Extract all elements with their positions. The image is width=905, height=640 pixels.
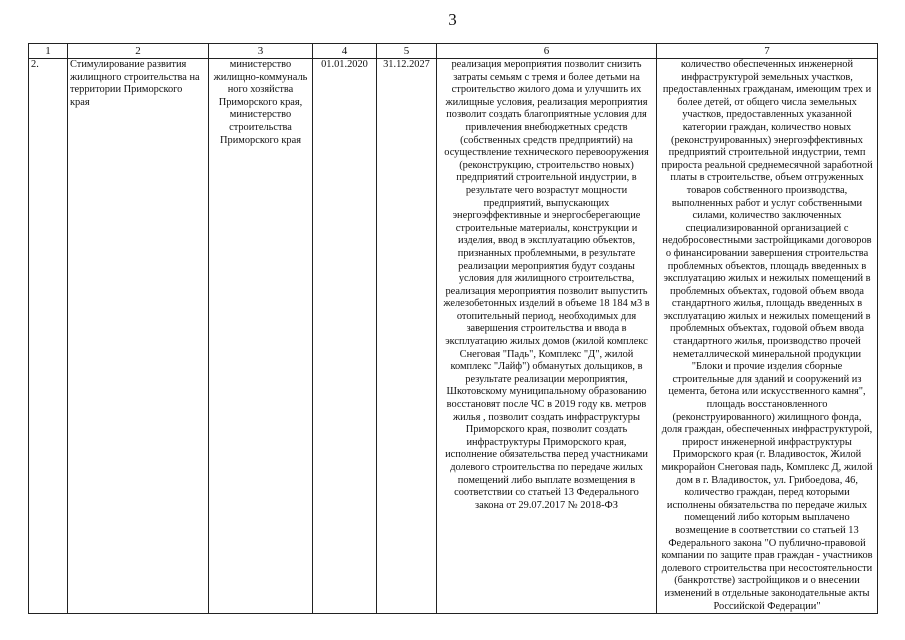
start-date: 01.01.2020: [321, 59, 368, 70]
header-col-5: 5: [377, 44, 437, 59]
header-col-2: 2: [68, 44, 209, 59]
end-date: 31.12.2027: [383, 59, 430, 70]
page-number: 3: [448, 10, 457, 29]
expected-result: реализация мероприятия позволит снизить затраты семьям с тремя и более детьми на строительство жилого дома и улучшить их жилищные условия, реализация мероприятия позволит создать благоприятные условия для привлечения внебюджетных средств (собственных средств предприятий) на осуществление технического перевооружения (реконструкцию, строительство новых) предприятий строительной индустрии, в результате чего возрастут мощности предприятий, выпускающих энергоэффективные и энергосберегающие строительные материалы, конструкции и изделия, ввод в эксплуатацию объектов, признанных проблемными, в результате реализации мероприятия будут созданы условия для жилищного строительства, реализация мероприятия позволит выпустить железобетонных изделий в объеме 18 184 м3 в отопительный период, необходимых для завершения строительства и ввода в эксплуатацию жилых домов (жилой комплекс Снеговая "Падь", Комплекс "Д", жилой комплекс "Лайф") обманутых дольщиков, в результате реализации мероприятия, Шкотовскому муниципальному образованию восстановят после ЧС в 2019 году кв. метров жилья , позволит создать инфраструктуры Приморского края, позволит создать инфраструктуры Приморского края, исполнение обязательства перед участниками долевого строительства по передаче жилых помещений либо выплате возмещения в соответствии со статьей 13 Федерального закона от 29.07.2017 № 2018-ФЗ: [443, 59, 650, 511]
header-col-6: 6: [437, 44, 657, 59]
executor: министерство жилищно-коммуналь ного хозяйства Приморского края, министерство строительства Приморского края: [213, 59, 308, 146]
row-number-cell: [29, 59, 68, 614]
header-col-3: 3: [209, 44, 313, 59]
program-table: [28, 43, 878, 614]
header-col-7: 7: [657, 44, 878, 59]
expected-result-cell: [437, 59, 657, 614]
header-col-1: 1: [29, 44, 68, 59]
row-number: 2.: [31, 59, 39, 70]
end-date-cell: [377, 59, 437, 614]
indicators-cell: [657, 59, 878, 614]
table-row: [29, 59, 878, 614]
executor-cell: [209, 59, 313, 614]
start-date-cell: [313, 59, 377, 614]
measure-name-cell: [68, 59, 209, 614]
indicators: количество обеспеченных инженерной инфраструктурой земельных участков, предоставленных гражданам, имеющим трех и более детей, от общего числа земельных участков, предоставленных указанной категории граждан, количество новых (реконструированных) энергоэффективных предприятий строительной индустрии, темп прироста реальной среднемесячной заработной платы в строительстве, объем отгруженных товаров собственного производства, выполненных работ и услуг собственными силами, количество заключенных специализированной организацией с недобросовестными застройщиками договоров о финансировании завершения строительства проблемных объектов, площадь введенных в эксплуатацию жилых и нежилых помещений в проблемных объектах, годовой объем ввода стандартного жилья, площадь введенных в эксплуатацию жилых и нежилых помещений в проблемных объектах, годовой объем ввода стандартного жилья, производство прочей неметаллической минеральной продукции "Блоки и прочие изделия сборные строительные для зданий и сооружений из цемента, бетона или искусственного камня", площадь восстановленного (реконструированного) жилищного фонда, доля граждан, обеспеченных инфраструктурой, прирост инженерной инфраструктуры Приморского края (г. Владивосток, Жилой микрорайон Снеговая падь, Комплекс Д, жилой дом в г. Владивосток, ул. Грибоедова, 46, количество граждан, перед которыми исполнены обязательства по передаче жилых помещений либо которым выплачено возмещение в соответствии со статьей 13 Федерального закона "О публично-правовой компании по защите прав граждан - участников долевого строительства при несостоятельности (банкротстве) застройщиков и о внесении изменений в отдельные законодательные акты Российской Федерации": [661, 59, 873, 612]
measure-name: Стимулирование развития жилищного строительства на территории Приморского края: [70, 59, 200, 108]
header-col-4: 4: [313, 44, 377, 59]
header-row: [29, 44, 878, 59]
